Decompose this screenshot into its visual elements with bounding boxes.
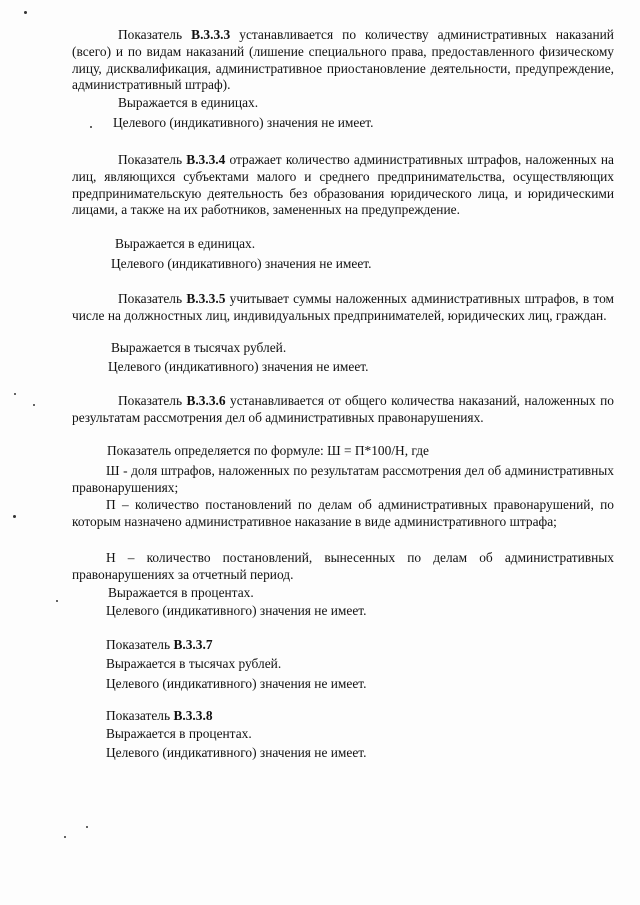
indicator-unit-line <box>106 726 586 743</box>
definition-text: Ш - доля штрафов, наложенных по результатам рассмотрения дел об административных правонарушениях; <box>72 463 614 495</box>
scan-speck <box>86 826 88 828</box>
indicator-unit-line <box>106 656 586 673</box>
indicator-target: Целевого (индикативного) значения не имеет. <box>106 676 367 691</box>
indicator-section <box>72 393 614 427</box>
indicator-section <box>106 708 586 725</box>
indicator-target-line <box>111 256 591 273</box>
definition-text: Н – количество постановлений, вынесенных по делам об административных правонарушениях за отчетный период. <box>72 550 614 582</box>
definition-text: П – количество постановлений по делам об административных правонарушений, по которым назначено административное наказание в виде административного штрафа; <box>72 497 614 529</box>
scan-speck <box>13 515 16 518</box>
indicator-section <box>72 27 614 94</box>
indicator-target: Целевого (индикативного) значения не имеет. <box>106 603 367 618</box>
indicator-section <box>72 291 614 325</box>
indicator-text: учитывает суммы наложенных административных штрафов, в том числе на должностных лиц, индивидуальных предпринимателей, юридических лиц, граждан. <box>72 291 614 323</box>
indicator-target-line <box>108 359 588 376</box>
scan-speck <box>64 836 66 838</box>
indicator-description <box>72 393 614 427</box>
indicator-formula: Показатель определяется по формуле: Ш = П*100/Н, где <box>107 443 429 458</box>
indicator-heading <box>106 637 586 654</box>
indicator-text: отражает количество административных штрафов, наложенных на лиц, являющихся субъектами малого и среднего предпринимательства, осуществляющих предпринимательскую деятельность без образования юридического лица, и юридическими лицами, а также на их работников, замененных на предупреждение. <box>72 152 614 218</box>
indicator-unit: Выражается в тысячах рублей. <box>106 656 282 671</box>
indicator-code: В.3.3.7 <box>173 637 213 652</box>
indicator-section <box>72 152 614 219</box>
indicator-unit: Выражается в процентах. <box>108 585 254 600</box>
indicator-unit: Выражается в единицах. <box>118 95 259 110</box>
indicator-description <box>72 152 614 219</box>
indicator-prefix: Показатель <box>106 637 171 652</box>
formula-definition <box>72 497 614 531</box>
scan-speck <box>24 11 27 14</box>
indicator-prefix: Показатель <box>118 152 183 167</box>
indicator-target: Целевого (индикативного) значения не имеет. <box>113 115 374 130</box>
indicator-unit-line <box>111 340 591 357</box>
indicator-code: В.3.3.8 <box>173 708 213 723</box>
indicator-unit-line <box>108 585 588 602</box>
indicator-unit: Выражается в тысячах рублей. <box>111 340 287 355</box>
indicator-unit-line <box>118 95 598 112</box>
scan-speck <box>56 600 58 602</box>
indicator-target: Целевого (индикативного) значения не имеет. <box>111 256 372 271</box>
indicator-section <box>106 637 586 654</box>
indicator-target: Целевого (индикативного) значения не имеет. <box>106 745 367 760</box>
indicator-code: В.3.3.6 <box>186 393 226 408</box>
indicator-target: Целевого (индикативного) значения не имеет. <box>108 359 369 374</box>
indicator-code: В.3.3.5 <box>186 291 226 306</box>
indicator-heading <box>106 708 586 725</box>
indicator-prefix: Показатель <box>118 291 183 306</box>
indicator-description <box>72 291 614 325</box>
indicator-formula-line <box>107 443 607 460</box>
formula-definition <box>72 463 614 497</box>
indicator-code: В.3.3.3 <box>191 27 231 42</box>
indicator-description <box>72 27 614 94</box>
indicator-unit: Выражается в единицах. <box>115 236 256 251</box>
scan-speck <box>14 393 16 395</box>
indicator-target-line <box>113 115 593 132</box>
indicator-prefix: Показатель <box>118 27 183 42</box>
indicator-code: В.3.3.4 <box>186 152 226 167</box>
formula-definition <box>72 550 614 584</box>
indicator-text: устанавливается от общего количества наказаний, наложенных по результатам рассмотрения дел об административных правонарушениях. <box>72 393 614 425</box>
indicator-target-line <box>106 603 586 620</box>
indicator-prefix: Показатель <box>118 393 183 408</box>
indicator-prefix: Показатель <box>106 708 171 723</box>
indicator-target-line <box>106 676 586 693</box>
scan-speck <box>90 126 92 128</box>
scan-speck <box>33 404 35 406</box>
indicator-unit-line <box>115 236 595 253</box>
indicator-unit: Выражается в процентах. <box>106 726 252 741</box>
indicator-target-line <box>106 745 586 762</box>
indicator-text: устанавливается по количеству административных наказаний (всего) и по видам наказаний (лишение специального права, предоставленного физическому лицу, дисквалификация, административное приостановление деятельности, предупреждение, административный штраф). <box>72 27 614 93</box>
